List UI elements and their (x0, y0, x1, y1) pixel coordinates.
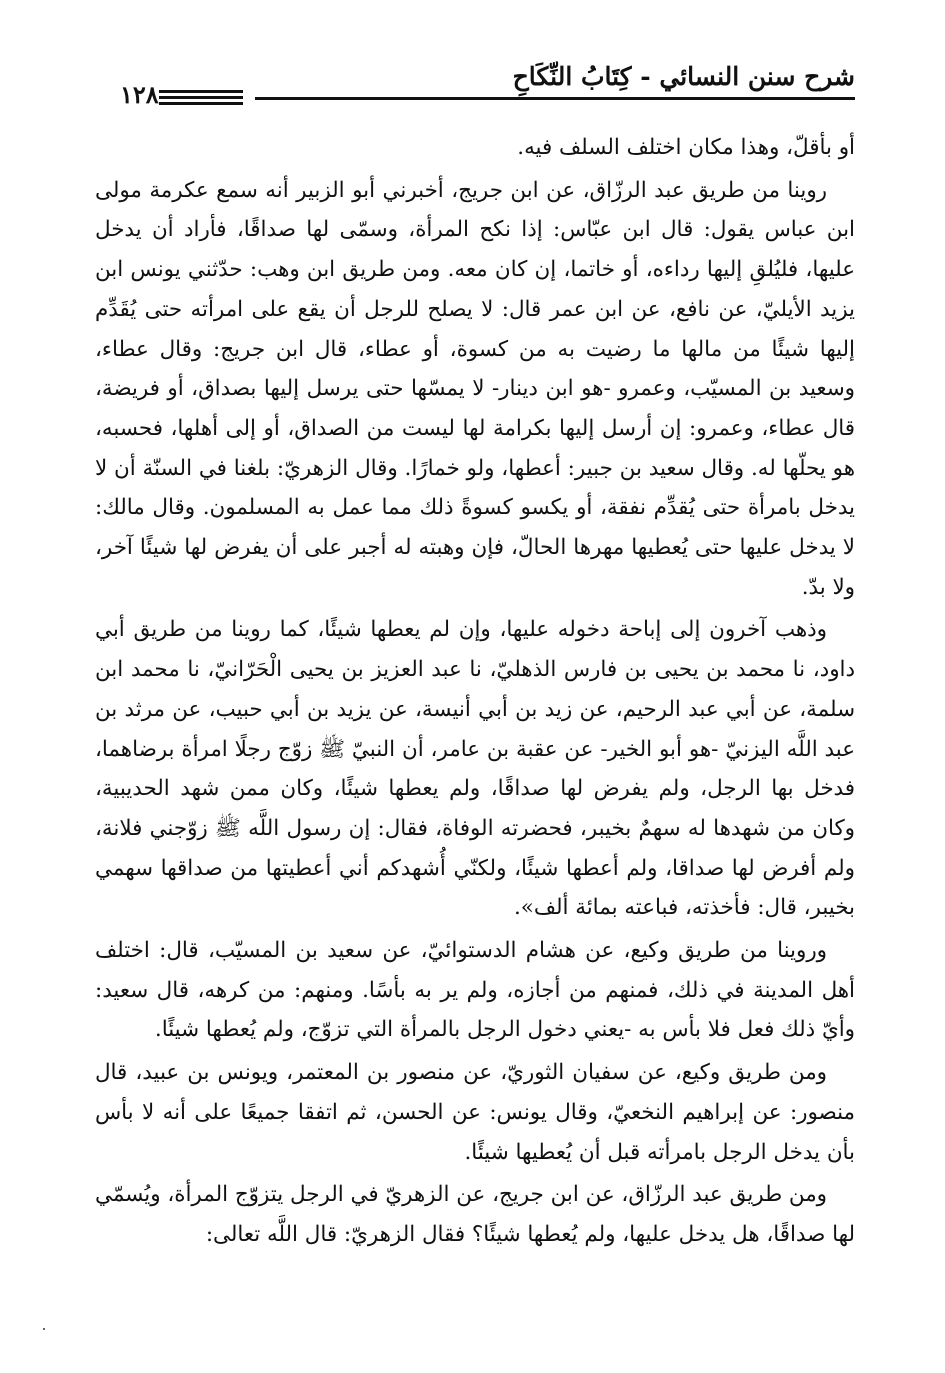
paragraph-wakee-hisham: وروينا من طريق وكيع، عن هشام الدستوائيّ، عن سعيد بن المسيّب، قال: اختلف أهل المدينة في ذلك، فمنهم من أجازه، ولم ير به بأسًا. ومنهم: من كرهه، قال سعيد: وأيّ ذلك فعل فلا بأس به -يعني دخول الرجل بالمرأة التي تزوّج، ولم يُعطها شيئًا. (95, 938, 855, 1043)
scan-dot (43, 1328, 45, 1330)
page-title: شرح سنن النسائي - كِتَابُ النِّكَاحِ (512, 62, 855, 91)
page-number-rule (159, 96, 243, 99)
paragraph-continuation: أو بأقلّ، وهذا مكان اختلف السلف فيه. (517, 135, 855, 160)
paragraph-permissibility: وذهب آخرون إلى إباحة دخوله عليها، وإن لم يعطها شيئًا، كما روينا من طريق أبي داود، نا محمد بن يحيى بن فارس الذهليّ، نا عبد العزيز بن يحيى الْحَرّانيّ، نا محمد ابن سلمة، عن أبي عبد الرحيم، عن زيد بن أبي أنيسة، عن يزيد بن أبي حبيب، عن مرثد بن عبد اللَّه اليزنيّ -هو أبو الخير- عن عقبة بن عامر، أن النبيّ ﷺ زوّج رجلًا امرأة برضاهما، فدخل بها الرجل، ولم يفرض لها صداقًا، ولم يعطها شيئًا، وكان ممن شهد الحديبية، وكان من شهدها له سهمٌ بخيبر، فحضرته الوفاة، فقال: إن رسول اللَّه ﷺ زوّجني فلانة، ولم أفرض لها صداقا، ولم أعطها شيئًا، ولكنّي أُشهدكم أني أعطيتها من صداقها سهمي بخيبر، قال: فأخذته، فباعته بمائة ألف». (95, 617, 855, 921)
paragraph-abdulrazzaq-narration: روينا من طريق عبد الرزّاق، عن ابن جريج، أخبرني أبو الزبير أنه سمع عكرمة مولى ابن عباس يقول: قال ابن عبّاس: إذا نكح المرأة، وسمّى لها صداقًا، فأراد أن يدخل عليها، فليُلقِ إليها رداءه، أو خاتما، إن كان معه. ومن طريق ابن وهب: حدّثني يونس ابن يزيد الأيليّ، عن نافع، عن ابن عمر قال: لا يصلح للرجل أن يقع على امرأته حتى يُقَدِّم إليها شيئًا من مالها ما رضيت به من كسوة، أو عطاء، قال ابن جريج: وقال عطاء، وسعيد بن المسيّب، وعمرو -هو ابن دينار- لا يمسّها حتى يرسل إليها بصداق، أو فريضة، قال عطاء، وعمرو: إن أرسل إليها بكرامة لها ليست من الصداق، أو إلى أهلها، فحسبه، هو يحلّها له. وقال سعيد بن جبير: أعطها، ولو خمارًا. وقال الزهريّ: بلغنا في السنّة أن لا يدخل بامرأة حتى يُقدِّم نفقة، أو يكسو كسوةً ذلك مما عمل به المسلمون. وقال مالك: لا يدخل عليها حتى يُعطيها مهرها الحالّ، فإن وهبته له أجبر على أن يفرض لها شيئًا آخر، ولا بدّ. (95, 177, 855, 600)
paragraph-wakee-sufyan: ومن طريق وكيع، عن سفيان الثوريّ، عن منصور بن المعتمر، ويونس بن عبيد، قال منصور: عن إبراهيم النخعيّ، وقال يونس: عن الحسن، ثم اتفقا جميعًا على أنه لا بأس بأن يدخل الرجل بامرأته قبل أن يُعطيها شيئًا. (95, 1060, 855, 1165)
main-text (95, 128, 855, 1255)
page-number-rule (159, 90, 243, 93)
page-number: ١٢٨ (120, 80, 159, 109)
paragraph-zuhri: ومن طريق عبد الرزّاق، عن ابن جريج، عن الزهريّ في الرجل يتزوّج المرأة، ويُسمّي لها صداقًا، هل يدخل عليها، ولم يُعطها شيئًا؟ فقال الزهريّ: قال اللَّه تعالى: (95, 1182, 855, 1247)
page-header (95, 52, 855, 112)
page-number-rule (159, 102, 243, 105)
header-rule (255, 97, 855, 100)
page-number-block (95, 80, 243, 114)
page-number-rules (159, 90, 243, 108)
